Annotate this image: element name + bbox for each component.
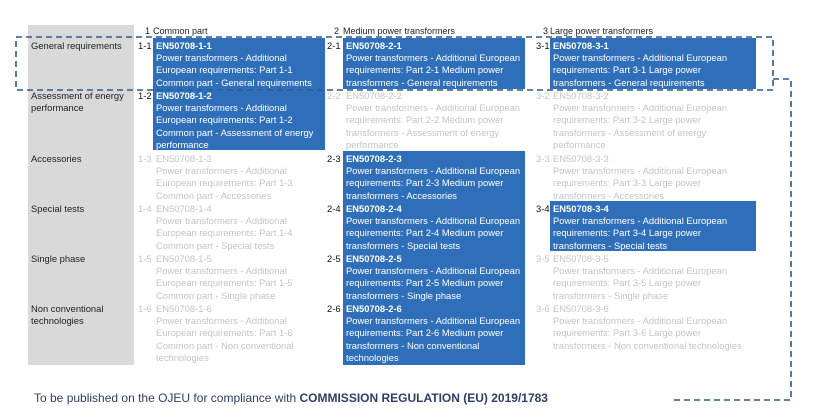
regulation-reference: COMMISSION REGULATION (EU) 2019/1783 — [299, 391, 548, 405]
row-label: Single phase — [31, 253, 86, 264]
standard-description: Power transformers - Additional European requirements: Part 2-5 Medium power transformers - Single phase — [346, 265, 521, 301]
callout-connector — [672, 79, 791, 400]
column-title-3: Large power transformers — [550, 26, 654, 36]
part-number: 3-4 — [536, 203, 550, 214]
standard-description: Power transformers - Additional European requirements: Part 1-3 Common part - Accessories — [156, 165, 293, 201]
standard-description: Power transformers - Additional European requirements: Part 3-2 Large power transformers - Assessment of energy performance — [553, 102, 728, 150]
standard-code: EN50708-2-3 — [346, 153, 402, 164]
standard-code: EN50708-1-4 — [156, 203, 212, 214]
part-number: 1-1 — [138, 40, 152, 51]
row-label: Assessment of energy performance — [31, 90, 124, 113]
part-number: 2-3 — [327, 153, 341, 164]
part-number: 2-6 — [327, 303, 341, 314]
standard-description: Power transformers - Additional European requirements: Part 1-4 Common part - Special tests — [156, 215, 293, 251]
part-number: 1-3 — [138, 153, 152, 164]
part-number: 3-5 — [536, 253, 550, 264]
part-number: 2-2 — [327, 90, 341, 101]
standard-description: Power transformers - Additional European requirements: Part 3-5 Large power transformers - Single phase — [553, 265, 728, 301]
standard-description: Power transformers - Additional European requirements: Part 3-4 Large power transformers - Special tests — [553, 215, 728, 251]
standard-description: Power transformers - Additional European requirements: Part 3-3 Large power transformers - Accessories — [553, 165, 728, 201]
row-label: General requirements — [31, 40, 122, 51]
part-number: 3-6 — [536, 303, 550, 314]
standard-code: EN50708-3-3 — [553, 153, 609, 164]
column-title-2: Medium power transformers — [343, 26, 456, 36]
footer-note — [34, 391, 548, 405]
part-number: 1-6 — [138, 303, 152, 314]
part-number: 3-2 — [536, 90, 550, 101]
standard-code: EN50708-1-5 — [156, 253, 212, 264]
standard-description: Power transformers - Additional European requirements: Part 3-1 Large power transformers - General requirements — [553, 52, 728, 88]
standard-code: EN50708-3-2 — [553, 90, 609, 101]
row-label: Non conventional technologies — [31, 303, 104, 326]
standard-code: EN50708-3-1 — [553, 40, 609, 51]
standard-code: EN50708-3-4 — [553, 203, 609, 214]
standard-code: EN50708-1-6 — [156, 303, 212, 314]
standard-description: Power transformers - Additional European requirements: Part 1-1 Common part - General requirements — [156, 52, 312, 88]
standard-code: EN50708-2-1 — [346, 40, 402, 51]
general-requirements-dashed-frame — [16, 37, 773, 90]
standard-description: Power transformers - Additional European requirements: Part 2-6 Medium power transformers - Non conventional technologies — [346, 315, 521, 363]
standard-description: Power transformers - Additional European requirements: Part 3-6 Large power transformers - Non conventional technologies — [553, 315, 742, 351]
column-number-2: 2 — [334, 26, 340, 36]
standard-description: Power transformers - Additional European requirements: Part 2-3 Medium power transformers - Accessories — [346, 165, 521, 201]
standard-description: Power transformers - Additional European requirements: Part 1-2 Common part - Assessment of energy performance — [156, 102, 314, 150]
row-label: Special tests — [31, 203, 85, 214]
column-title-1: Common part — [153, 26, 208, 36]
standard-code: EN50708-3-5 — [553, 253, 609, 264]
standard-code: EN50708-3-6 — [553, 303, 609, 314]
standard-description: Power transformers - Additional European requirements: Part 2-2 Medium power transformers - Assessment of energy performance — [346, 102, 521, 150]
footer-text: To be published on the OJEU for compliance with — [34, 391, 300, 405]
part-number: 1-4 — [138, 203, 152, 214]
part-number: 2-5 — [327, 253, 341, 264]
part-number: 2-1 — [327, 40, 341, 51]
standard-code: EN50708-2-5 — [346, 253, 402, 264]
column-number-3: 3 — [543, 26, 549, 36]
standard-code: EN50708-1-2 — [156, 90, 212, 101]
standard-code: EN50708-2-4 — [346, 203, 402, 214]
part-number: 1-2 — [138, 90, 152, 101]
part-number: 3-1 — [536, 40, 550, 51]
standard-code: EN50708-2-6 — [346, 303, 402, 314]
standard-code: EN50708-1-1 — [156, 40, 212, 51]
standard-code: EN50708-1-3 — [156, 153, 212, 164]
part-number: 3-3 — [536, 153, 550, 164]
standard-description: Power transformers - Additional European requirements: Part 2-1 Medium power transformers - General requirements — [346, 52, 521, 88]
standard-description: Power transformers - Additional European requirements: Part 1-5 Common part - Single phase — [156, 265, 293, 301]
column-number-1: 1 — [145, 26, 151, 36]
part-number: 1-5 — [138, 253, 152, 264]
standard-description: Power transformers - Additional European requirements: Part 1-6 Common part - Non conventional technologies — [156, 315, 294, 363]
standard-code: EN50708-2-2 — [346, 90, 402, 101]
part-number: 2-4 — [327, 203, 341, 214]
row-label: Accessories — [31, 153, 82, 164]
standard-description: Power transformers - Additional European requirements: Part 2-4 Medium power transformers - Special tests — [346, 215, 521, 251]
